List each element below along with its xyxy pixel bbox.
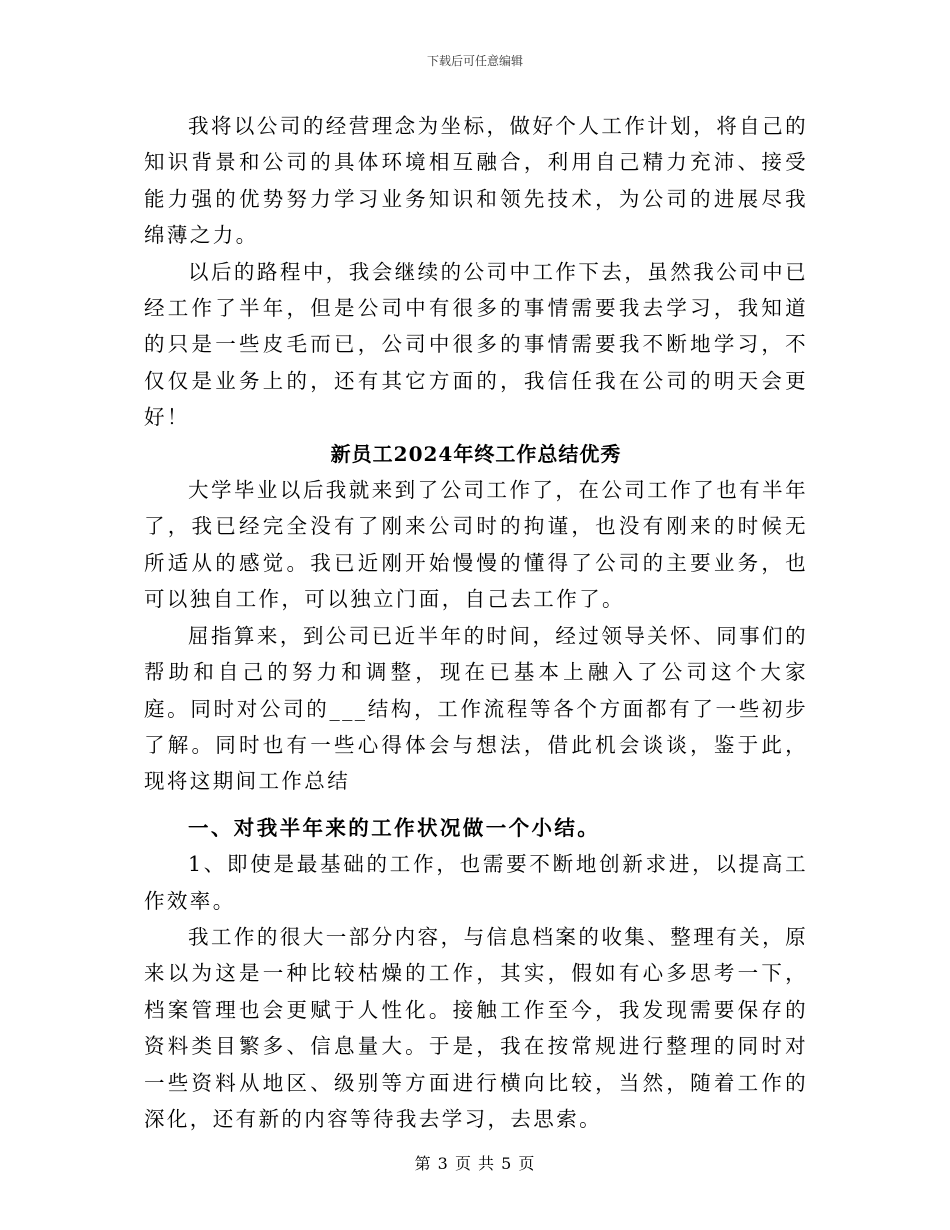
- subheading-1: 一、对我半年来的工作状况做一个小结。: [188, 815, 601, 840]
- paragraph-6: 我工作的很大一部分内容，与信息档案的收集、整理有关，原来以为这是一种比较枯燥的工作，其实，假如有心多思考一下，档案管理也会更赋于人性化。接触工作至今，我发现需要保存的资料类目繁多、信息量大。于是，我在按常规进行整理的同时对一些资料从地区、级别等方面进行横向比较，当然，随着工作的深化，还有新的内容等待我去学习，去思索。: [144, 924, 808, 1131]
- paragraph-5: 1、即使是最基础的工作，也需要不断地创新求进，以提高工作效率。: [144, 852, 808, 913]
- section-title: 新员工2024年终工作总结优秀: [330, 441, 622, 466]
- page-header: 下载后可任意编辑: [426, 54, 523, 68]
- document-body: [144, 108, 808, 1137]
- paragraph-4: 屈指算来，到公司已近半年的时间，经过领导关怀、同事们的帮助和自己的努力和调整，现在已基本上融入了公司这个大家庭。同时对公司的___结构，工作流程等各个方面都有了一些初步了解。同时也有一些心得体会与想法，借此机会谈谈，鉴于此，现将这期间工作总结: [144, 623, 808, 794]
- page-number: 第 3 页 共 5 页: [414, 1154, 536, 1173]
- paragraph-2: 以后的路程中，我会继续的公司中工作下去，虽然我公司中已经工作了半年，但是公司中有很多的事情需要我去学习，我知道的只是一些皮毛而已，公司中很多的事情需要我不断地学习，不仅仅是业务上的，还有其它方面的，我信任我在公司的明天会更好！: [144, 259, 808, 430]
- paragraph-1: 我将以公司的经营理念为坐标，做好个人工作计划，将自己的知识背景和公司的具体环境相互融合，利用自己精力充沛、接受能力强的优势努力学习业务知识和领先技术，为公司的进展尽我绵薄之力。: [144, 114, 808, 248]
- paragraph-3: 大学毕业以后我就来到了公司工作了，在公司工作了也有半年了，我已经完全没有了刚来公司时的拘谨，也没有刚来的时候无所适从的感觉。我已近刚开始慢慢的懂得了公司的主要业务，也可以独自工作，可以独立门面，自己去工作了。: [144, 478, 808, 612]
